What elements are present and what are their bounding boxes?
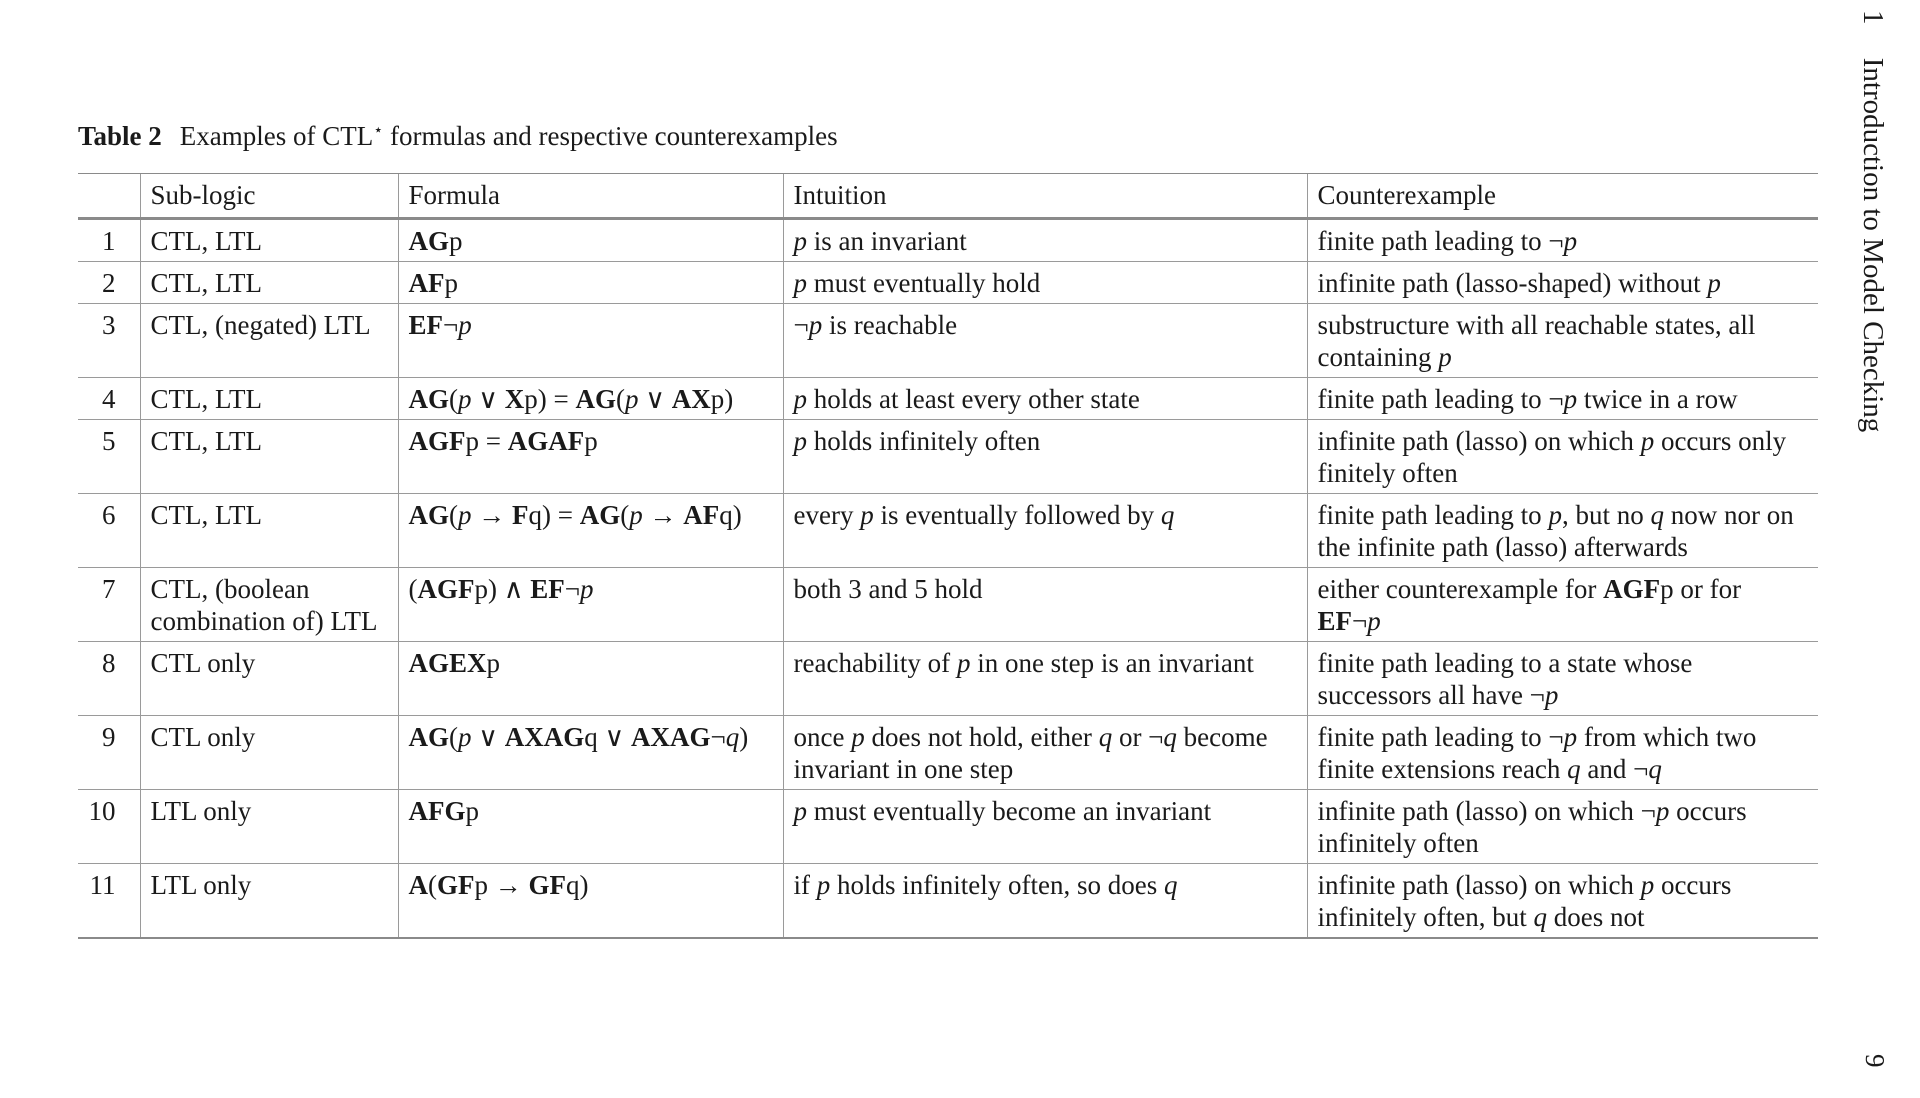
- cell-intuition: p holds infinitely often: [783, 420, 1307, 494]
- cell-intuition: if p holds infinitely often, so does q: [783, 864, 1307, 939]
- table-row: [78, 790, 1818, 864]
- cell-num: 8: [78, 642, 140, 716]
- cell-sublogic: CTL, LTL: [140, 420, 398, 494]
- cell-sublogic: LTL only: [140, 790, 398, 864]
- table-row: [78, 716, 1818, 790]
- header-row: [78, 174, 1818, 219]
- caption-star: ⋆: [373, 122, 384, 139]
- cell-num: 9: [78, 716, 140, 790]
- cell-counterexample: finite path leading to ¬p from which two finite extensions reach q and ¬q: [1307, 716, 1818, 790]
- caption-text-after: formulas and respective counterexamples: [383, 121, 838, 151]
- table-row: [78, 864, 1818, 939]
- cell-num: 1: [78, 219, 140, 262]
- cell-intuition: p is an invariant: [783, 219, 1307, 262]
- cell-num: 2: [78, 262, 140, 304]
- table-row: [78, 304, 1818, 378]
- cell-formula: (AGFp) ∧ EF¬p: [398, 568, 783, 642]
- cell-intuition: p holds at least every other state: [783, 378, 1307, 420]
- cell-counterexample: finite path leading to a state whose successors all have ¬p: [1307, 642, 1818, 716]
- cell-intuition: both 3 and 5 hold: [783, 568, 1307, 642]
- cell-formula: AGEXp: [398, 642, 783, 716]
- cell-num: 7: [78, 568, 140, 642]
- table-row: [78, 568, 1818, 642]
- header-sublogic: Sub-logic: [140, 174, 398, 219]
- cell-counterexample: infinite path (lasso) on which ¬p occurs infinitely often: [1307, 790, 1818, 864]
- cell-counterexample: substructure with all reachable states, all containing p: [1307, 304, 1818, 378]
- header-intuition: Intuition: [783, 174, 1307, 219]
- cell-formula: AG(p ∨ AXAGq ∨ AXAG¬q): [398, 716, 783, 790]
- cell-counterexample: either counterexample for AGFp or for EF¬p: [1307, 568, 1818, 642]
- cell-formula: EF¬p: [398, 304, 783, 378]
- cell-intuition: reachability of p in one step is an invariant: [783, 642, 1307, 716]
- cell-sublogic: CTL, LTL: [140, 378, 398, 420]
- cell-sublogic: CTL only: [140, 642, 398, 716]
- table-row: [78, 262, 1818, 304]
- cell-sublogic: CTL only: [140, 716, 398, 790]
- ctl-formulas-table: [78, 173, 1818, 939]
- caption-text-before: Examples of CTL: [179, 121, 374, 151]
- cell-intuition: once p does not hold, either q or ¬q become invariant in one step: [783, 716, 1307, 790]
- cell-formula: AFp: [398, 262, 783, 304]
- table-row: [78, 494, 1818, 568]
- header-counterexample: Counterexample: [1307, 174, 1818, 219]
- chapter-title: Introduction to Model Checking: [1857, 57, 1889, 433]
- page-number: 9: [1860, 1054, 1890, 1068]
- cell-intuition: p must eventually hold: [783, 262, 1307, 304]
- chapter-number: 1: [1857, 10, 1889, 25]
- cell-counterexample: infinite path (lasso) on which p occurs infinitely often, but q does not: [1307, 864, 1818, 939]
- cell-formula: A(GFp → GFq): [398, 864, 783, 939]
- table-body: [78, 219, 1818, 939]
- table-caption: [78, 120, 838, 152]
- running-head: [1855, 10, 1889, 432]
- header-formula: Formula: [398, 174, 783, 219]
- cell-sublogic: CTL, LTL: [140, 219, 398, 262]
- cell-sublogic: CTL, LTL: [140, 494, 398, 568]
- cell-counterexample: finite path leading to p, but no q now nor on the infinite path (lasso) afterwards: [1307, 494, 1818, 568]
- cell-intuition: ¬p is reachable: [783, 304, 1307, 378]
- cell-num: 5: [78, 420, 140, 494]
- cell-num: 4: [78, 378, 140, 420]
- table-row: [78, 420, 1818, 494]
- cell-formula: AGFp = AGAFp: [398, 420, 783, 494]
- table-row: [78, 219, 1818, 262]
- cell-num: 3: [78, 304, 140, 378]
- cell-num: 11: [78, 864, 140, 939]
- table-label: Table 2: [78, 121, 162, 151]
- cell-sublogic: CTL, LTL: [140, 262, 398, 304]
- cell-formula: AG(p → Fq) = AG(p → AFq): [398, 494, 783, 568]
- cell-intuition: p must eventually become an invariant: [783, 790, 1307, 864]
- cell-counterexample: finite path leading to ¬p: [1307, 219, 1818, 262]
- cell-sublogic: LTL only: [140, 864, 398, 939]
- cell-formula: AG(p ∨ Xp) = AG(p ∨ AXp): [398, 378, 783, 420]
- cell-counterexample: infinite path (lasso-shaped) without p: [1307, 262, 1818, 304]
- cell-num: 10: [78, 790, 140, 864]
- table-row: [78, 642, 1818, 716]
- cell-sublogic: CTL, (boolean combination of) LTL: [140, 568, 398, 642]
- cell-counterexample: infinite path (lasso) on which p occurs only finitely often: [1307, 420, 1818, 494]
- header-num: [78, 174, 140, 219]
- cell-formula: AFGp: [398, 790, 783, 864]
- cell-sublogic: CTL, (negated) LTL: [140, 304, 398, 378]
- cell-formula: AGp: [398, 219, 783, 262]
- cell-intuition: every p is eventually followed by q: [783, 494, 1307, 568]
- table-row: [78, 378, 1818, 420]
- cell-num: 6: [78, 494, 140, 568]
- cell-counterexample: finite path leading to ¬p twice in a row: [1307, 378, 1818, 420]
